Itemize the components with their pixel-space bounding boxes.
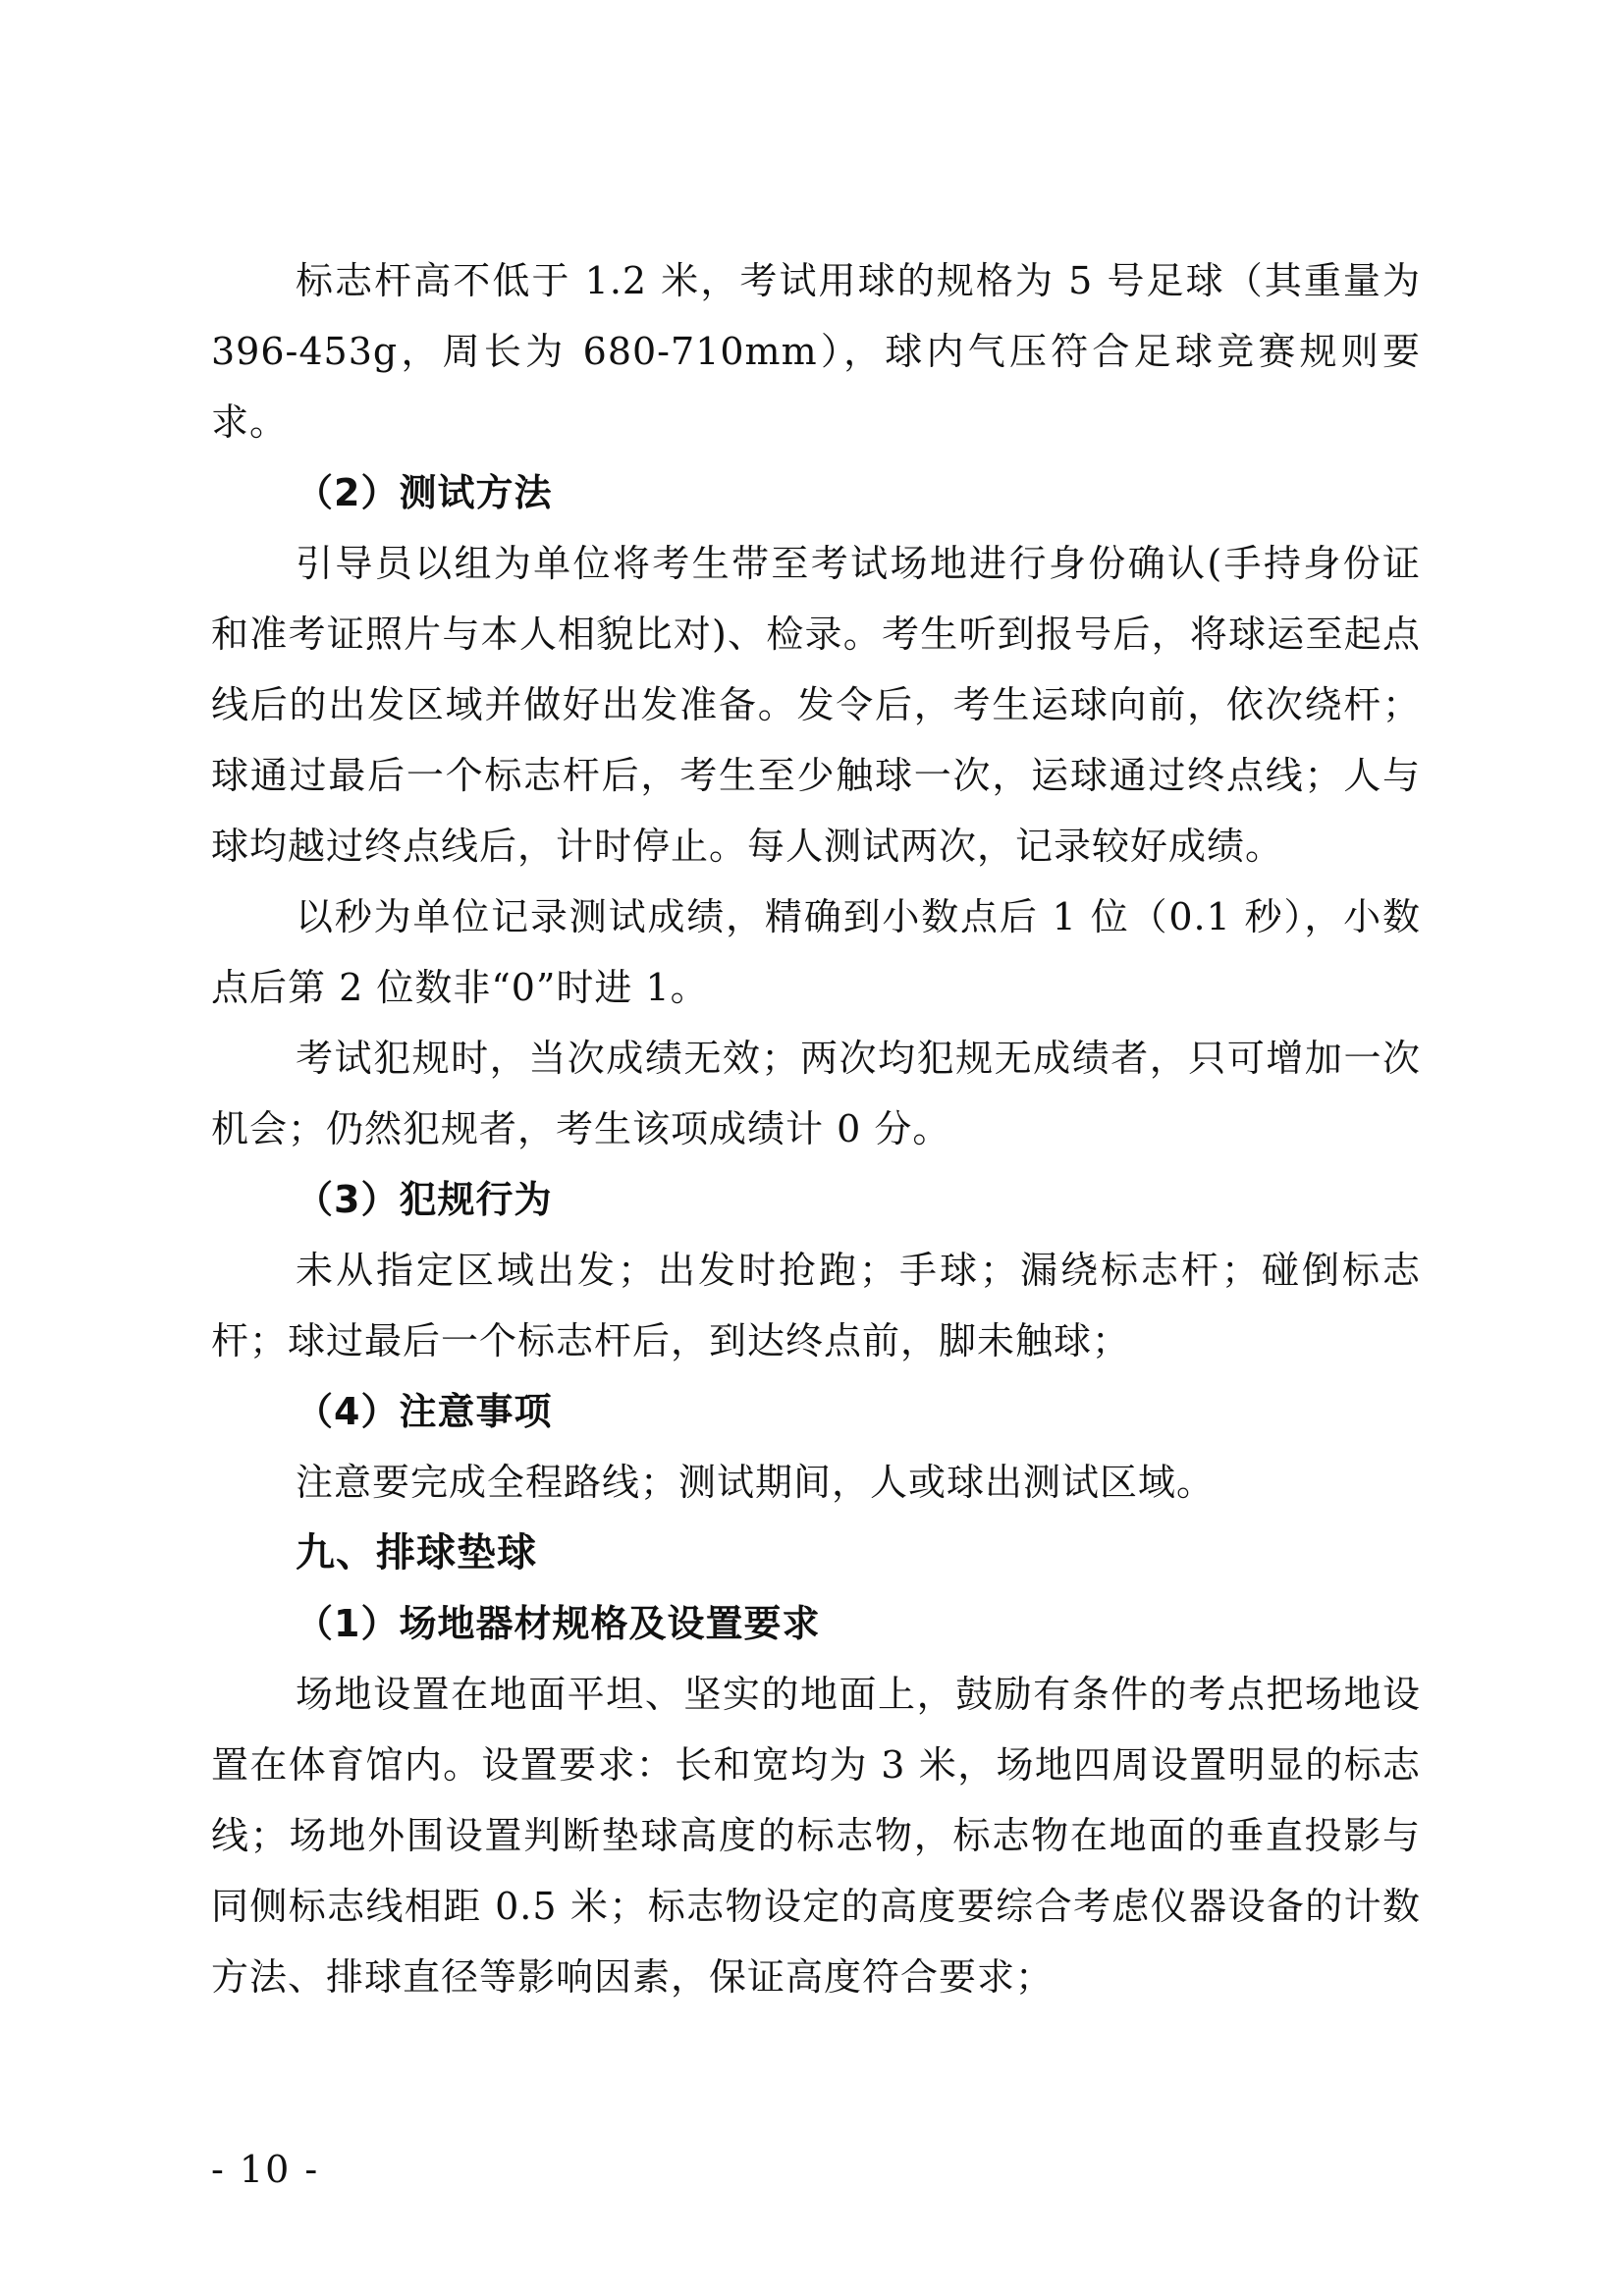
- paragraph-scoring-precision: 以秒为单位记录测试成绩，精确到小数点后 1 位（0.1 秒），小数点后第 2 位数非“0”时进 1。: [211, 895, 1421, 1009]
- paragraph-notes: 注意要完成全程路线；测试期间，人或球出测试区域。: [296, 1461, 1216, 1504]
- heading-notes: （4）注意事项: [296, 1390, 553, 1433]
- paragraph-foul-list: 未从指定区域出发；出发时抢跑；手球；漏绕标志杆；碰倒标志杆；球过最后一个标志杆后，到达终点前，脚未触球；: [211, 1249, 1421, 1362]
- section-heading-volleyball: 九、排球垫球: [296, 1530, 537, 1575]
- heading-test-method: （2）测试方法: [296, 471, 553, 514]
- paragraph-test-procedure: 引导员以组为单位将考生带至考试场地进行身份确认(手持身份证和准考证照片与本人相貌比对)、检录。考生听到报号后，将球运至起点线后的出发区域并做好出发准备。发令后，考生运球向前，依次绕杆；球通过最后一个标志杆后，考生至少触球一次，运球通过终点线；人与球均越过终点线后，计时停止。每人测试两次，记录较好成绩。: [211, 542, 1421, 868]
- paragraph-venue-setup: 场地设置在地面平坦、坚实的地面上，鼓励有条件的考点把场地设置在体育馆内。设置要求：长和宽均为 3 米，场地四周设置明显的标志线；场地外围设置判断垫球高度的标志物，标志物在地面的垂直投影与同侧标志线相距 0.5 米；标志物设定的高度要综合考虑仪器设备的计数方法、排球直径等影响因素，保证高度符合要求；: [211, 1673, 1421, 1999]
- paragraph-pole-and-ball-spec: 标志杆高不低于 1.2 米，考试用球的规格为 5 号足球（其重量为 396-453g，周长为 680-710mm），球内气压符合足球竞赛规则要求。: [211, 259, 1421, 444]
- heading-foul-behaviors: （3）犯规行为: [296, 1178, 553, 1221]
- heading-venue-equipment: （1）场地器材规格及设置要求: [296, 1602, 821, 1645]
- page-number: - 10 -: [211, 2148, 320, 2191]
- document-body: [211, 245, 1421, 2012]
- paragraph-foul-rule: 考试犯规时，当次成绩无效；两次均犯规无成绩者，只可增加一次机会；仍然犯规者，考生该项成绩计 0 分。: [211, 1037, 1421, 1150]
